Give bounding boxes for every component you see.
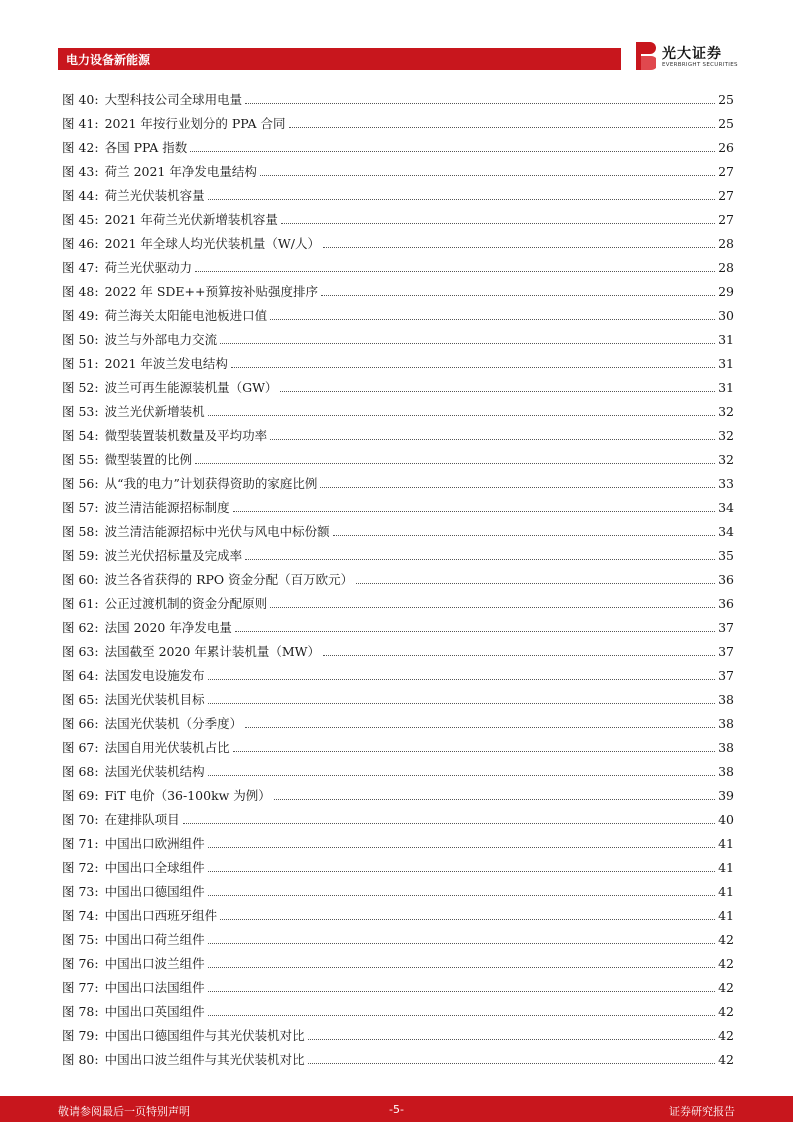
toc-figure-title: 法国光伏装机（分季度） bbox=[104, 716, 243, 731]
toc-leader-dots bbox=[308, 1038, 715, 1040]
footer-disclaimer[interactable]: 敬请参阅最后一页特别声明 bbox=[58, 1105, 190, 1118]
toc-page-number: 27 bbox=[718, 188, 734, 203]
toc-row[interactable] bbox=[62, 203, 734, 227]
toc-row[interactable] bbox=[62, 803, 734, 827]
toc-leader-dots bbox=[233, 510, 715, 512]
toc-leader-dots bbox=[274, 798, 715, 800]
toc-page-number: 42 bbox=[718, 956, 734, 971]
toc-figure-title: 中国出口波兰组件 bbox=[104, 956, 205, 971]
toc-row[interactable] bbox=[62, 443, 734, 467]
toc-leader-dots bbox=[323, 246, 715, 248]
toc-figure-number: 图 44: bbox=[62, 188, 99, 203]
header-bar bbox=[58, 48, 621, 70]
toc-page-number: 35 bbox=[718, 548, 734, 563]
toc-leader-dots bbox=[208, 894, 715, 896]
toc-figure-title: 法国截至 2020 年累计装机量（MW） bbox=[104, 644, 320, 659]
toc-figure-title: 荷兰光伏驱动力 bbox=[104, 260, 193, 275]
toc-figure-title: 荷兰海关太阳能电池板进口值 bbox=[104, 308, 268, 323]
toc-figure-title: 波兰清洁能源招标中光伏与风电中标份额 bbox=[104, 524, 330, 539]
toc-figure-number: 图 65: bbox=[62, 692, 99, 707]
toc-page-number: 38 bbox=[718, 740, 734, 755]
toc-page-number: 27 bbox=[718, 164, 734, 179]
toc-figure-number: 图 61: bbox=[62, 596, 99, 611]
toc-row[interactable] bbox=[62, 299, 734, 323]
toc-page-number: 39 bbox=[718, 788, 734, 803]
toc-page-number: 28 bbox=[718, 236, 734, 251]
toc-figure-number: 图 80: bbox=[62, 1052, 99, 1067]
toc-row[interactable] bbox=[62, 371, 734, 395]
toc-page-number: 37 bbox=[718, 644, 734, 659]
toc-row[interactable] bbox=[62, 515, 734, 539]
toc-page-number: 32 bbox=[718, 452, 734, 467]
toc-leader-dots bbox=[208, 414, 715, 416]
toc-leader-dots bbox=[280, 390, 715, 392]
toc-row[interactable] bbox=[62, 659, 734, 683]
toc-figure-title: 2021 年荷兰光伏新增装机容量 bbox=[104, 212, 278, 227]
toc-leader-dots bbox=[235, 630, 715, 632]
toc-figure-number: 图 40: bbox=[62, 92, 99, 107]
toc-leader-dots bbox=[270, 318, 715, 320]
toc-row[interactable] bbox=[62, 347, 734, 371]
toc-figure-number: 图 71: bbox=[62, 836, 99, 851]
toc-leader-dots bbox=[333, 534, 715, 536]
toc-figure-title: 法国光伏装机结构 bbox=[104, 764, 205, 779]
logo-text-cn: 光大证券 bbox=[662, 46, 722, 62]
toc-leader-dots bbox=[208, 1014, 715, 1016]
toc-page-number: 31 bbox=[718, 332, 734, 347]
toc-leader-dots bbox=[208, 198, 715, 200]
toc-page-number: 25 bbox=[718, 116, 734, 131]
toc-figure-number: 图 41: bbox=[62, 116, 99, 131]
toc-row[interactable] bbox=[62, 971, 734, 995]
toc-row[interactable] bbox=[62, 467, 734, 491]
toc-figure-title: 中国出口法国组件 bbox=[104, 980, 205, 995]
toc-figure-title: 各国 PPA 指数 bbox=[104, 140, 188, 155]
toc-leader-dots bbox=[208, 966, 715, 968]
toc-row[interactable] bbox=[62, 275, 734, 299]
toc-leader-dots bbox=[260, 174, 715, 176]
toc-leader-dots bbox=[270, 606, 715, 608]
toc-figure-number: 图 53: bbox=[62, 404, 99, 419]
toc-leader-dots bbox=[208, 870, 715, 872]
toc-figure-title: 法国 2020 年净发电量 bbox=[104, 620, 232, 635]
toc-page-number: 37 bbox=[718, 668, 734, 683]
toc-page-number: 42 bbox=[718, 932, 734, 947]
toc-page-number: 37 bbox=[718, 620, 734, 635]
toc-figure-title: FiT 电价（36-100kw 为例） bbox=[104, 788, 271, 803]
toc-page-number: 25 bbox=[718, 92, 734, 107]
toc-row[interactable] bbox=[62, 563, 734, 587]
toc-row[interactable] bbox=[62, 131, 734, 155]
company-logo bbox=[634, 42, 744, 72]
toc-figure-title: 中国出口英国组件 bbox=[104, 1004, 205, 1019]
toc-page-number: 32 bbox=[718, 428, 734, 443]
toc-leader-dots bbox=[356, 582, 715, 584]
toc-row[interactable] bbox=[62, 1043, 734, 1067]
toc-row[interactable] bbox=[62, 923, 734, 947]
toc-row[interactable] bbox=[62, 107, 734, 131]
toc-figure-number: 图 67: bbox=[62, 740, 99, 755]
toc-figure-title: 微型装置的比例 bbox=[104, 452, 193, 467]
toc-row[interactable] bbox=[62, 995, 734, 1019]
toc-row[interactable] bbox=[62, 83, 734, 107]
toc-leader-dots bbox=[195, 270, 715, 272]
toc-figure-number: 图 66: bbox=[62, 716, 99, 731]
toc-figure-number: 图 69: bbox=[62, 788, 99, 803]
toc-figure-title: 法国发电设施发布 bbox=[104, 668, 205, 683]
toc-row[interactable] bbox=[62, 779, 734, 803]
toc-leader-dots bbox=[320, 486, 715, 488]
toc-row[interactable] bbox=[62, 731, 734, 755]
logo-mark-icon bbox=[634, 42, 656, 70]
toc-page-number: 31 bbox=[718, 356, 734, 371]
toc-leader-dots bbox=[323, 654, 715, 656]
toc-figure-number: 图 76: bbox=[62, 956, 99, 971]
toc-figure-number: 图 58: bbox=[62, 524, 99, 539]
toc-leader-dots bbox=[270, 438, 715, 440]
toc-row[interactable] bbox=[62, 587, 734, 611]
toc-figure-number: 图 72: bbox=[62, 860, 99, 875]
toc-page-number: 41 bbox=[718, 836, 734, 851]
toc-figure-title: 波兰光伏招标量及完成率 bbox=[104, 548, 243, 563]
toc-row[interactable] bbox=[62, 899, 734, 923]
toc-page-number: 38 bbox=[718, 716, 734, 731]
toc-page-number: 34 bbox=[718, 524, 734, 539]
toc-leader-dots bbox=[195, 462, 715, 464]
toc-figure-title: 波兰可再生能源装机量（GW） bbox=[104, 380, 278, 395]
toc-row[interactable] bbox=[62, 419, 734, 443]
toc-row[interactable] bbox=[62, 155, 734, 179]
page-number: -5- bbox=[389, 1103, 404, 1116]
footer-doc-type: 证券研究报告 bbox=[669, 1105, 735, 1118]
toc-page-number: 36 bbox=[718, 596, 734, 611]
toc-figure-title: 波兰光伏新增装机 bbox=[104, 404, 205, 419]
toc-figure-number: 图 74: bbox=[62, 908, 99, 923]
toc-page-number: 26 bbox=[718, 140, 734, 155]
toc-row[interactable] bbox=[62, 395, 734, 419]
toc-page-number: 36 bbox=[718, 572, 734, 587]
toc-leader-dots bbox=[245, 726, 715, 728]
toc-figure-number: 图 77: bbox=[62, 980, 99, 995]
toc-page-number: 41 bbox=[718, 860, 734, 875]
toc-row[interactable] bbox=[62, 179, 734, 203]
toc-page-number: 30 bbox=[718, 308, 734, 323]
toc-figure-title: 中国出口欧洲组件 bbox=[104, 836, 205, 851]
toc-figure-title: 2021 年波兰发电结构 bbox=[104, 356, 228, 371]
toc-row[interactable] bbox=[62, 707, 734, 731]
toc-page-number: 41 bbox=[718, 884, 734, 899]
toc-leader-dots bbox=[245, 558, 715, 560]
toc-row[interactable] bbox=[62, 611, 734, 635]
toc-row[interactable] bbox=[62, 539, 734, 563]
toc-figure-title: 2021 年按行业划分的 PPA 合同 bbox=[104, 116, 286, 131]
toc-page-number: 27 bbox=[718, 212, 734, 227]
toc-leader-dots bbox=[220, 918, 715, 920]
toc-leader-dots bbox=[289, 126, 715, 128]
section-title: 电力设备新能源 bbox=[66, 53, 151, 67]
toc-leader-dots bbox=[208, 774, 715, 776]
toc-leader-dots bbox=[183, 822, 715, 824]
toc-figure-number: 图 52: bbox=[62, 380, 99, 395]
toc-figure-number: 图 73: bbox=[62, 884, 99, 899]
toc-row[interactable] bbox=[62, 227, 734, 251]
toc-page-number: 42 bbox=[718, 1028, 734, 1043]
toc-figure-number: 图 60: bbox=[62, 572, 99, 587]
toc-figure-number: 图 43: bbox=[62, 164, 99, 179]
toc-leader-dots bbox=[190, 150, 715, 152]
toc-row[interactable] bbox=[62, 827, 734, 851]
toc-leader-dots bbox=[308, 1062, 715, 1064]
toc-figure-title: 大型科技公司全球用电量 bbox=[104, 92, 243, 107]
toc-figure-title: 波兰与外部电力交流 bbox=[104, 332, 218, 347]
toc-figure-number: 图 79: bbox=[62, 1028, 99, 1043]
toc-figure-number: 图 68: bbox=[62, 764, 99, 779]
toc-leader-dots bbox=[208, 942, 715, 944]
toc-figure-number: 图 70: bbox=[62, 812, 99, 827]
toc-figure-number: 图 47: bbox=[62, 260, 99, 275]
toc-figure-title: 波兰各省获得的 RPO 资金分配（百万欧元） bbox=[104, 572, 354, 587]
toc-row[interactable] bbox=[62, 851, 734, 875]
toc-page-number: 38 bbox=[718, 764, 734, 779]
toc-page-number: 42 bbox=[718, 980, 734, 995]
toc-row[interactable] bbox=[62, 683, 734, 707]
toc-leader-dots bbox=[231, 366, 715, 368]
toc-leader-dots bbox=[208, 990, 715, 992]
toc-row[interactable] bbox=[62, 947, 734, 971]
toc-figure-title: 从“我的电力”计划获得资助的家庭比例 bbox=[104, 476, 318, 491]
toc-figure-title: 中国出口波兰组件与其光伏装机对比 bbox=[104, 1052, 305, 1067]
toc-figure-number: 图 45: bbox=[62, 212, 99, 227]
toc-figure-title: 中国出口德国组件 bbox=[104, 884, 205, 899]
toc-page-number: 42 bbox=[718, 1004, 734, 1019]
toc-row[interactable] bbox=[62, 635, 734, 659]
toc-figure-title: 波兰清洁能源招标制度 bbox=[104, 500, 230, 515]
toc-row[interactable] bbox=[62, 755, 734, 779]
toc-figure-title: 荷兰光伏装机容量 bbox=[104, 188, 205, 203]
logo-text-en: EVERBRIGHT SECURITIES bbox=[662, 62, 738, 68]
toc-figure-number: 图 78: bbox=[62, 1004, 99, 1019]
toc-figure-number: 图 64: bbox=[62, 668, 99, 683]
toc-page-number: 33 bbox=[718, 476, 734, 491]
figure-list bbox=[62, 83, 734, 1067]
toc-row[interactable] bbox=[62, 491, 734, 515]
toc-figure-title: 中国出口德国组件与其光伏装机对比 bbox=[104, 1028, 305, 1043]
toc-figure-number: 图 50: bbox=[62, 332, 99, 347]
toc-figure-number: 图 42: bbox=[62, 140, 99, 155]
toc-figure-number: 图 46: bbox=[62, 236, 99, 251]
toc-figure-number: 图 49: bbox=[62, 308, 99, 323]
toc-figure-number: 图 75: bbox=[62, 932, 99, 947]
toc-figure-title: 中国出口荷兰组件 bbox=[104, 932, 205, 947]
toc-leader-dots bbox=[321, 294, 715, 296]
toc-leader-dots bbox=[208, 702, 715, 704]
toc-leader-dots bbox=[208, 678, 715, 680]
toc-figure-title: 法国自用光伏装机占比 bbox=[104, 740, 230, 755]
toc-leader-dots bbox=[245, 102, 715, 104]
toc-figure-number: 图 63: bbox=[62, 644, 99, 659]
toc-figure-title: 2022 年 SDE++预算按补贴强度排序 bbox=[104, 284, 319, 299]
toc-row[interactable] bbox=[62, 875, 734, 899]
toc-figure-title: 2021 年全球人均光伏装机量（W/人） bbox=[104, 236, 320, 251]
toc-figure-number: 图 51: bbox=[62, 356, 99, 371]
toc-figure-title: 公正过渡机制的资金分配原则 bbox=[104, 596, 268, 611]
toc-page-number: 34 bbox=[718, 500, 734, 515]
toc-figure-number: 图 59: bbox=[62, 548, 99, 563]
toc-row[interactable] bbox=[62, 1019, 734, 1043]
toc-row[interactable] bbox=[62, 251, 734, 275]
toc-figure-number: 图 62: bbox=[62, 620, 99, 635]
toc-leader-dots bbox=[281, 222, 715, 224]
toc-figure-title: 法国光伏装机目标 bbox=[104, 692, 205, 707]
toc-page-number: 32 bbox=[718, 404, 734, 419]
toc-page-number: 40 bbox=[718, 812, 734, 827]
toc-figure-number: 图 48: bbox=[62, 284, 99, 299]
toc-figure-title: 中国出口全球组件 bbox=[104, 860, 205, 875]
toc-page-number: 41 bbox=[718, 908, 734, 923]
toc-page-number: 31 bbox=[718, 380, 734, 395]
toc-row[interactable] bbox=[62, 323, 734, 347]
toc-page-number: 29 bbox=[718, 284, 734, 299]
toc-leader-dots bbox=[220, 342, 715, 344]
toc-leader-dots bbox=[208, 846, 715, 848]
toc-figure-number: 图 54: bbox=[62, 428, 99, 443]
toc-figure-number: 图 55: bbox=[62, 452, 99, 467]
toc-figure-title: 中国出口西班牙组件 bbox=[104, 908, 218, 923]
toc-page-number: 42 bbox=[718, 1052, 734, 1067]
toc-page-number: 28 bbox=[718, 260, 734, 275]
toc-leader-dots bbox=[233, 750, 715, 752]
toc-page-number: 38 bbox=[718, 692, 734, 707]
toc-figure-title: 荷兰 2021 年净发电量结构 bbox=[104, 164, 257, 179]
footer-bar bbox=[0, 1096, 793, 1122]
toc-figure-number: 图 56: bbox=[62, 476, 99, 491]
toc-figure-title: 微型装置装机数量及平均功率 bbox=[104, 428, 268, 443]
toc-figure-title: 在建排队项目 bbox=[104, 812, 180, 827]
toc-figure-number: 图 57: bbox=[62, 500, 99, 515]
